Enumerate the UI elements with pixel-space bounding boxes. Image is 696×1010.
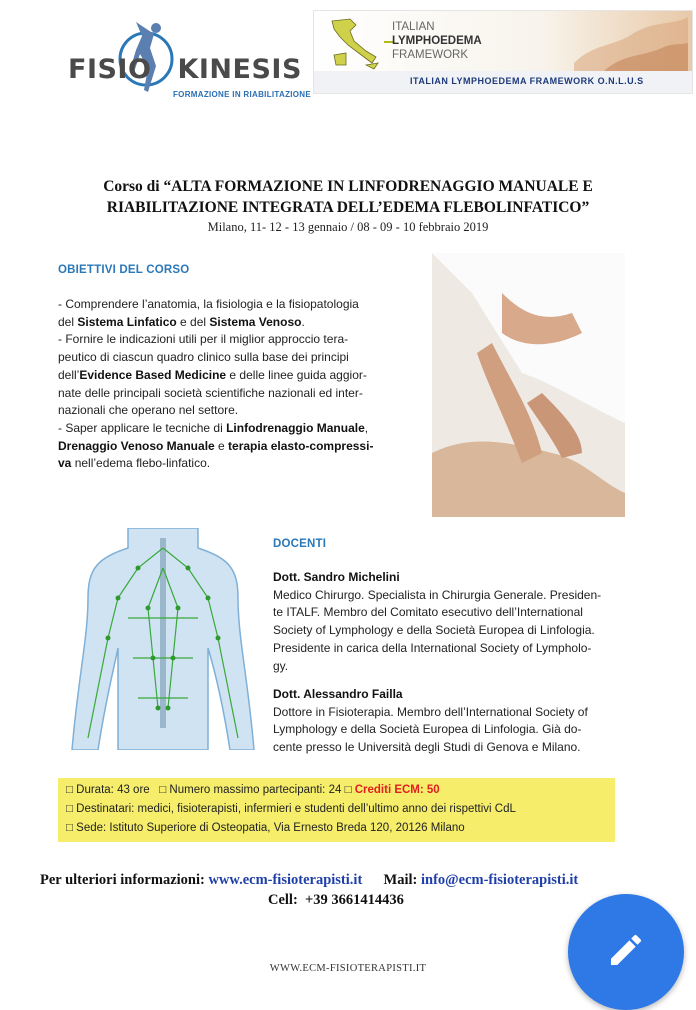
cell-number[interactable]: +39 3661414436 (305, 892, 404, 908)
info-line-1: □ Durata: 43 ore □ Numero massimo partecipanti: 24 □ Crediti ECM: 50 (66, 784, 440, 796)
info-line-2: □ Destinatari: medici, fisioterapisti, infermieri e studenti dell’ultimo anno dei rispettivi CdL (66, 803, 516, 815)
footer-url: WWW.ECM-FISIOTERAPISTI.IT (269, 963, 427, 974)
teacher-2-name: Dott. Alessandro Failla (273, 687, 403, 701)
pencil-icon (606, 930, 646, 970)
course-title (0, 176, 696, 218)
website-link[interactable]: www.ecm-fisioterapisti.it (208, 872, 363, 888)
logo-name: FISIO KINESIS (68, 54, 302, 85)
lymphatic-system-illustration (58, 528, 266, 750)
massage-photo (432, 253, 625, 517)
italy-map-icon (320, 15, 390, 71)
teacher-2: Dott. Alessandro Failla Dottore in Fisioterapia. Membro dell’International Society of Lymphology e della Società Europea di Linfologia. Già do- cente presso le Università degli Studi di Genova e Milano. (273, 686, 638, 757)
cell-line: Cell: +39 3661414436 (268, 892, 404, 908)
email-link[interactable]: info@ecm-fisioterapisti.it (420, 872, 579, 888)
course-info-box (58, 778, 615, 842)
course-title-line-1: Corso di “ALTA FORMAZIONE IN LINFODRENAGGIO MANUALE E (103, 178, 593, 195)
logo-tagline: FORMAZIONE IN RIABILITAZIONE (173, 90, 312, 99)
hands-illustration (564, 13, 690, 71)
course-title-line-2: RIABILITAZIONE INTEGRATA DELL’EDEMA FLEBOLINFATICO” (106, 199, 590, 216)
teachers-heading: DOCENTI (273, 538, 327, 550)
objectives-text: - Comprendere l’anatomia, la fisiologia e la fisiopatologia del Sistema Linfatico e del Sistema Venoso. - Fornire le indicazioni utili per il miglior approccio tera- peutico di ciascun quadro clinico sulla base dei principi dell’Evidence Based Medicine e delle linee guida aggior- nate delle principali società scientifiche nazionali ed inter- nazionali che operano nel settore. - Saper applicare le tecniche di Linfodrenaggio Manuale, Drenaggio Venoso Manuale e terapia elasto-compressi- va nell’edema flebo-linfatico. (58, 297, 374, 471)
banner-footer-text: ITALIAN LYMPHOEDEMA FRAMEWORK O.N.L.U.S (410, 76, 644, 86)
banner-line-1: ITALIAN (392, 21, 435, 33)
banner-line-3: FRAMEWORK (392, 49, 469, 61)
teacher-1: Dott. Sandro Michelini Medico Chirurgo. Specialista in Chirurgia Generale. Presiden- te ITALF. Membro del Comitato esecutivo dell’International Society of Lymphology e della Società Europea di Linfologia. Presidente in carica della International Society of Lympholo- gy. (273, 569, 638, 675)
banner-line-2: LYMPHOEDEMA (392, 35, 482, 47)
teacher-1-name: Dott. Sandro Michelini (273, 570, 400, 584)
info-line-3: □ Sede: Istituto Superiore di Osteopatia, Via Ernesto Breda 120, 20126 Milano (66, 822, 465, 834)
italf-banner (313, 10, 693, 94)
contact-line: Per ulteriori informazioni: www.ecm-fisioterapisti.it Mail: info@ecm-fisioterapisti.it (40, 872, 579, 888)
course-dates: Milano, 11- 12 - 13 gennaio / 08 - 09 - 10 febbraio 2019 (207, 220, 489, 234)
objectives-heading: OBIETTIVI DEL CORSO (58, 264, 190, 276)
fisiokinesis-logo (60, 14, 312, 104)
edit-fab-button[interactable] (568, 894, 684, 1010)
